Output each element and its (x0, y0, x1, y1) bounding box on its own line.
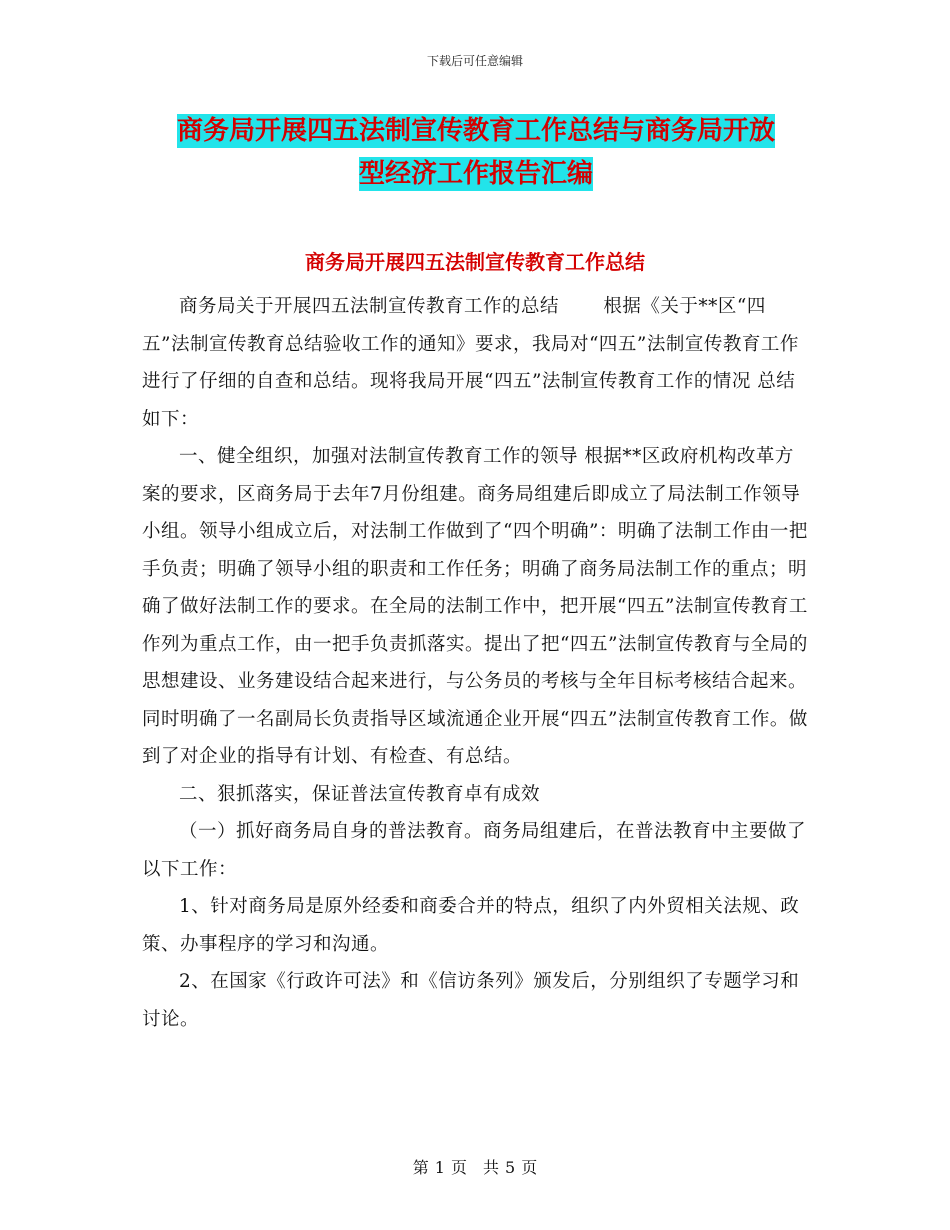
paragraph: 一、健全组织，加强对法制宣传教育工作的领导 根据**区政府机构改革方案的要求，区商务局于去年7月份组建。商务局组建后即成立了局法制工作领导小组。领导小组成立后，对法制工作做到了“四个明确”：明确了法制工作由一把手负责；明确了领导小组的职责和工作任务；明确了商务局法制工作的重点；明确了做好法制工作的要求。在全局的法制工作中，把开展“四五”法制宣传教育工作列为重点工作，由一把手负责抓落实。提出了把“四五”法制宣传教育与全局的思想建设、业务建设结合起来进行，与公务员的考核与全年目标考核结合起来。同时明确了一名副局长负责指导区域流通企业开展“四五”法制宣传教育工作。做到了对企业的指导有计划、有检查、有总结。 (142, 446, 808, 767)
section-title: 商务局开展四五法制宣传教育工作总结 (305, 250, 645, 274)
paragraph: （一）抓好商务局自身的普法教育。商务局组建后，在普法教育中主要做了以下工作： (142, 821, 807, 880)
paragraph: 商务局关于开展四五法制宣传教育工作的总结 根据《关于**区“四五”法制宣传教育总结验收工作的通知》要求，我局对“四五”法制宣传教育工作进行了仔细的自查和总结。现将我局开展“四五”法制宣传教育工作的情况 总结 如下： (142, 296, 799, 430)
page-number: 1 (434, 1158, 445, 1177)
paragraph: 二、狠抓落实，保证普法宣传教育卓有成效 (179, 783, 541, 805)
document-body (142, 288, 812, 1038)
page-label-mid: 页 共 (450, 1158, 499, 1177)
title-highlight-2: 型经济工作报告汇编 (358, 159, 593, 189)
page-label-prefix: 第 (412, 1158, 429, 1177)
title-highlight-1: 商务局开展四五法制宣传教育工作总结与商务局开放 (176, 116, 775, 146)
paragraph: 1、针对商务局是原外经委和商委合并的特点，组织了内外贸相关法规、政策、办事程序的学习和沟通。 (142, 896, 800, 955)
document-title-line-2 (140, 147, 812, 201)
page-label-suffix: 页 (521, 1158, 538, 1177)
total-pages: 5 (505, 1158, 516, 1177)
header-note: 下载后可任意编辑 (426, 54, 523, 68)
page-footer (0, 1155, 950, 1178)
paragraph: 2、在国家《行政许可法》和《信访条列》颁发后，分别组织了专题学习和讨论。 (142, 971, 800, 1030)
